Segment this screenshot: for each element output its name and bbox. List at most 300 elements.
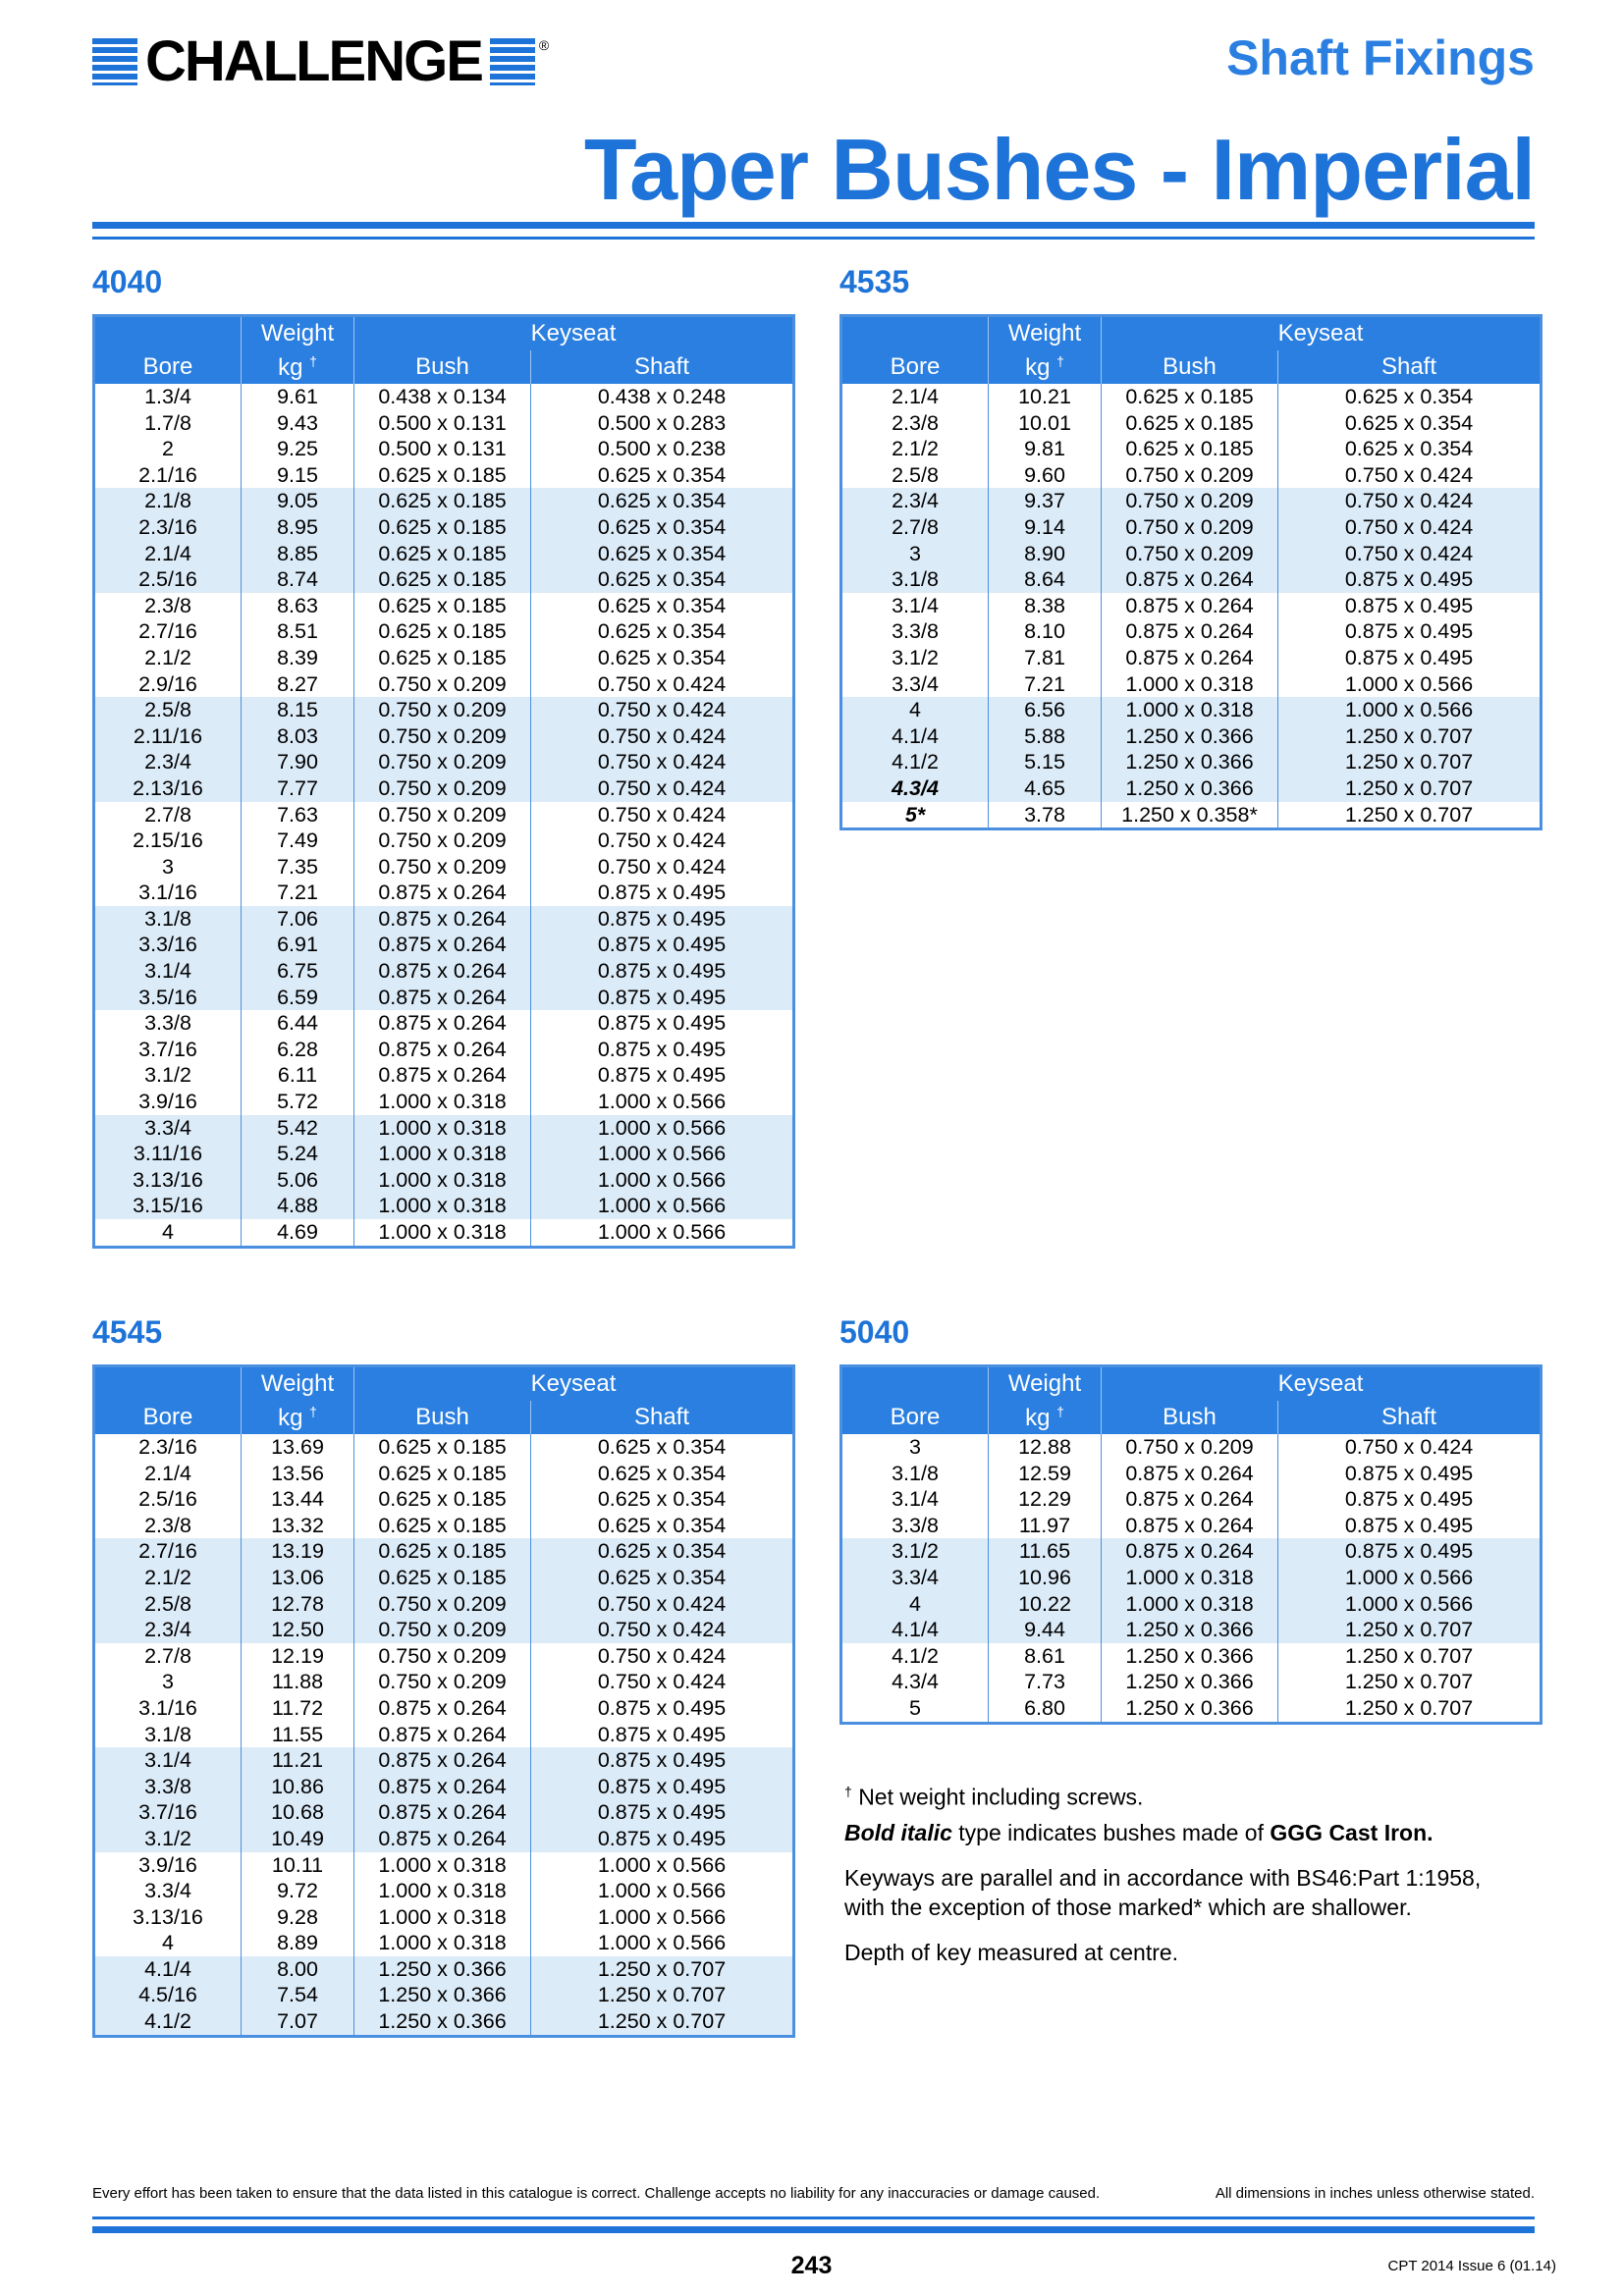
table-row <box>94 1193 794 1219</box>
cell-shaft: 0.750 x 0.424 <box>531 775 794 802</box>
table-body <box>94 384 794 1247</box>
table-row <box>841 593 1542 619</box>
cell-bore: 4.3/4 <box>841 775 989 802</box>
table-row <box>94 671 794 698</box>
cell-bore: 4 <box>162 1220 174 1244</box>
cell-bush: 0.875 x 0.264 <box>354 1799 531 1826</box>
cell-weight: 8.15 <box>242 697 354 723</box>
table-row <box>841 462 1542 489</box>
cell-bush: 0.625 x 0.185 <box>354 1461 531 1487</box>
cell-bush: 1.000 x 0.318 <box>354 1219 531 1247</box>
cell-bush: 1.250 x 0.366 <box>354 2008 531 2036</box>
cell-bush: 0.750 x 0.209 <box>354 749 531 775</box>
keyways-line-1: Keyways are parallel and in accordance with BS46:Part 1:1958, <box>844 1864 1482 1891</box>
cell-weight: 9.44 <box>989 1617 1102 1643</box>
header-bore: Bore <box>841 350 989 384</box>
cell-weight: 6.44 <box>242 1010 354 1037</box>
cell-shaft: 1.000 x 0.566 <box>531 1167 794 1194</box>
cell-bore: 3.3/4 <box>144 1879 191 1903</box>
table-row <box>841 645 1542 671</box>
cell-bush: 1.000 x 0.318 <box>354 1852 531 1879</box>
cell-shaft: 0.625 x 0.354 <box>531 1461 794 1487</box>
cell-bore: 4 <box>841 697 989 723</box>
cell-shaft: 0.750 x 0.424 <box>531 1669 794 1695</box>
table-row <box>94 1982 794 2008</box>
cell-weight: 9.25 <box>242 436 354 462</box>
cell-bore: 3.15/16 <box>94 1193 242 1219</box>
table-row <box>94 906 794 933</box>
table-row <box>841 1486 1542 1513</box>
spec-table <box>92 1364 795 2038</box>
cell-bush: 0.750 x 0.209 <box>354 671 531 698</box>
cell-weight: 8.10 <box>989 618 1102 645</box>
cell-bush: 1.250 x 0.366 <box>1102 1643 1278 1670</box>
cell-shaft: 0.625 x 0.354 <box>531 488 794 514</box>
cell-weight: 10.86 <box>242 1774 354 1800</box>
cell-weight: 13.19 <box>242 1538 354 1565</box>
cell-shaft: 1.250 x 0.707 <box>531 1982 794 2008</box>
cell-bush: 0.750 x 0.209 <box>1102 462 1278 489</box>
cell-shaft: 0.875 x 0.495 <box>531 1774 794 1800</box>
header-bush: Bush <box>1102 350 1278 384</box>
header-empty <box>94 1366 242 1402</box>
cell-shaft: 0.875 x 0.495 <box>531 880 794 906</box>
cell-weight: 10.49 <box>242 1826 354 1852</box>
cell-bush: 0.875 x 0.264 <box>354 932 531 958</box>
cell-bush: 0.875 x 0.264 <box>1102 645 1278 671</box>
cell-bore: 3.1/4 <box>94 958 242 985</box>
cell-bush: 0.750 x 0.209 <box>354 828 531 854</box>
cell-bush: 0.500 x 0.131 <box>354 410 531 437</box>
cell-bush: 0.750 x 0.209 <box>354 1643 531 1670</box>
cell-bush: 0.875 x 0.264 <box>354 1826 531 1852</box>
header-bore: Bore <box>841 1401 989 1434</box>
cell-weight: 12.88 <box>989 1434 1102 1461</box>
cell-weight: 10.96 <box>989 1565 1102 1591</box>
table-row <box>841 488 1542 514</box>
cell-shaft: 0.500 x 0.283 <box>531 410 794 437</box>
cell-weight: 6.80 <box>989 1695 1102 1723</box>
table-block-4535 <box>839 263 1540 830</box>
cell-shaft: 1.250 x 0.707 <box>1278 723 1542 750</box>
table-row <box>94 1565 794 1591</box>
spec-table <box>839 1364 1542 1725</box>
cell-weight: 9.81 <box>989 436 1102 462</box>
cell-shaft: 0.750 x 0.424 <box>531 671 794 698</box>
table-row <box>841 1434 1542 1461</box>
cell-weight: 8.03 <box>242 723 354 750</box>
cell-bush: 0.625 x 0.185 <box>354 1434 531 1461</box>
table-row <box>841 671 1542 698</box>
cell-weight: 8.90 <box>989 541 1102 567</box>
cell-bush: 1.000 x 0.318 <box>354 1115 531 1142</box>
page-title: Taper Bushes - Imperial <box>583 121 1535 218</box>
table-row <box>94 1799 794 1826</box>
header-row-bottom <box>94 350 794 384</box>
cell-bush: 0.875 x 0.264 <box>354 1010 531 1037</box>
cell-weight: 11.88 <box>242 1669 354 1695</box>
cell-bush: 0.875 x 0.264 <box>354 958 531 985</box>
cell-shaft: 0.875 x 0.495 <box>1278 566 1542 593</box>
cell-weight: 8.63 <box>242 593 354 619</box>
cell-bush: 0.875 x 0.264 <box>1102 1538 1278 1565</box>
table-row <box>94 1486 794 1513</box>
cell-weight: 7.90 <box>242 749 354 775</box>
cell-weight: 7.81 <box>989 645 1102 671</box>
cell-bore: 3.1/2 <box>841 1538 989 1565</box>
header-row-bottom <box>841 350 1542 384</box>
cell-bore: 2.11/16 <box>94 723 242 750</box>
cell-bore: 3.1/16 <box>138 1695 197 1720</box>
cell-weight: 8.95 <box>242 514 354 541</box>
cell-bore: 3.5/16 <box>94 985 242 1011</box>
cell-shaft: 0.875 x 0.495 <box>531 1799 794 1826</box>
cell-shaft: 0.750 x 0.424 <box>1278 541 1542 567</box>
cell-bore: 2.5/8 <box>892 462 939 487</box>
cell-bush: 1.000 x 0.318 <box>1102 1591 1278 1618</box>
cell-bore: 2.5/8 <box>94 697 242 723</box>
cell-bore: 3.3/8 <box>892 1513 939 1537</box>
cell-bore: 1.3/4 <box>144 385 191 408</box>
header-weight: Weight <box>989 316 1102 351</box>
cell-bush: 1.250 x 0.366 <box>1102 775 1278 802</box>
cell-bore: 2.7/16 <box>94 1538 242 1565</box>
bold-italic-text: type indicates bushes made of <box>958 1819 1264 1845</box>
cell-weight: 8.39 <box>242 645 354 671</box>
cell-weight: 13.56 <box>242 1461 354 1487</box>
cell-shaft: 0.750 x 0.424 <box>531 697 794 723</box>
brand-logo <box>92 29 550 93</box>
footer-rule-thick <box>92 2226 1535 2233</box>
cell-bush: 0.625 x 0.185 <box>354 488 531 514</box>
table-row <box>841 1513 1542 1539</box>
cell-bore: 2.1/4 <box>144 1461 191 1485</box>
cell-shaft: 0.750 x 0.424 <box>531 854 794 881</box>
cell-bore: 3.3/8 <box>94 1774 242 1800</box>
cell-shaft: 1.000 x 0.566 <box>531 1193 794 1219</box>
issue-code: CPT 2014 Issue 6 (01.14) <box>1387 2258 1556 2274</box>
cell-weight: 5.06 <box>242 1167 354 1194</box>
cell-bore: 2 <box>162 437 174 461</box>
cell-bore: 4.3/4 <box>892 1670 939 1694</box>
cell-bore: 2.13/16 <box>94 775 242 802</box>
cell-bush: 0.625 x 0.185 <box>1102 436 1278 462</box>
cell-bush: 0.625 x 0.185 <box>354 645 531 671</box>
cell-shaft: 0.875 x 0.495 <box>531 1722 794 1748</box>
keyways-line-2: with the exception of those marked* which are shallower. <box>844 1894 1412 1920</box>
cell-bore: 2.5/16 <box>138 1487 197 1512</box>
table-row <box>94 1219 794 1247</box>
cell-shaft: 0.625 x 0.354 <box>531 514 794 541</box>
table-row <box>94 1141 794 1167</box>
cell-weight: 4.65 <box>989 775 1102 802</box>
table-row <box>94 1089 794 1115</box>
cell-shaft: 0.875 x 0.495 <box>531 1826 794 1852</box>
cell-bush: 0.500 x 0.131 <box>354 436 531 462</box>
cell-bush: 0.625 x 0.185 <box>354 566 531 593</box>
table-header <box>841 1366 1542 1435</box>
cell-shaft: 1.250 x 0.707 <box>1278 749 1542 775</box>
table-row <box>94 1904 794 1931</box>
cell-bore: 2.1/2 <box>94 1565 242 1591</box>
cell-bush: 0.625 x 0.185 <box>354 1513 531 1539</box>
cell-shaft: 0.500 x 0.238 <box>531 436 794 462</box>
header-empty <box>841 1366 989 1402</box>
cell-shaft: 0.750 x 0.424 <box>1278 1434 1542 1461</box>
table-row <box>841 749 1542 775</box>
table-row <box>94 1930 794 1956</box>
cell-bore: 2.7/16 <box>138 619 197 644</box>
cell-weight: 6.56 <box>989 697 1102 723</box>
cell-bush: 0.438 x 0.134 <box>354 384 531 410</box>
table-row <box>94 1956 794 1983</box>
cell-bush: 0.625 x 0.185 <box>354 618 531 645</box>
header-row-top <box>94 316 794 351</box>
cell-bore: 3.1/8 <box>841 566 989 593</box>
page-number: 243 <box>790 2252 833 2279</box>
header-bush: Bush <box>354 1401 531 1434</box>
table-body <box>94 1434 794 2036</box>
cell-bush: 1.000 x 0.318 <box>354 1930 531 1956</box>
cell-weight: 9.15 <box>242 462 354 489</box>
note-net-weight <box>844 1777 1551 1812</box>
cell-shaft: 0.625 x 0.354 <box>531 618 794 645</box>
cell-bore: 3.3/16 <box>94 932 242 958</box>
cell-weight: 11.97 <box>989 1513 1102 1539</box>
cell-bush: 0.750 x 0.209 <box>354 802 531 828</box>
cell-shaft: 0.875 x 0.495 <box>531 1010 794 1037</box>
cell-weight: 11.55 <box>242 1722 354 1748</box>
header-keyseat: Keyseat <box>354 1366 794 1402</box>
cell-weight: 9.61 <box>242 384 354 410</box>
cell-bore: 2.1/2 <box>892 437 939 461</box>
table-row <box>841 384 1542 410</box>
header-kg <box>989 1401 1102 1434</box>
note-net-weight-text: Net weight including screws. <box>858 1784 1144 1810</box>
cell-shaft: 1.250 x 0.707 <box>1278 802 1542 829</box>
cell-shaft: 0.625 x 0.354 <box>531 645 794 671</box>
cell-bore: 3.1/8 <box>892 1461 939 1485</box>
table-row <box>841 1538 1542 1565</box>
cell-bore: 3.1/8 <box>94 906 242 933</box>
cell-shaft: 0.750 x 0.424 <box>1278 462 1542 489</box>
cell-shaft: 0.625 x 0.354 <box>531 593 794 619</box>
cell-weight: 6.28 <box>242 1037 354 1063</box>
cell-weight: 9.37 <box>989 488 1102 514</box>
table-block-4040 <box>92 263 792 1249</box>
cell-weight: 7.77 <box>242 775 354 802</box>
table-row <box>841 410 1542 437</box>
table-row <box>94 1062 794 1089</box>
cell-bush: 0.875 x 0.264 <box>354 1037 531 1063</box>
cell-bore: 3.1/8 <box>144 1722 191 1746</box>
cell-bore: 3 <box>841 541 989 567</box>
table-row <box>94 1747 794 1774</box>
table-row <box>94 775 794 802</box>
table-row <box>94 1010 794 1037</box>
cell-shaft: 0.875 x 0.495 <box>531 932 794 958</box>
header-keyseat: Keyseat <box>1102 316 1542 351</box>
cell-shaft: 0.875 x 0.495 <box>1278 1513 1542 1539</box>
registered-mark: ® <box>538 37 550 53</box>
header-row-bottom <box>841 1401 1542 1434</box>
cell-shaft: 0.625 x 0.354 <box>1278 384 1542 410</box>
cell-shaft: 1.000 x 0.566 <box>1278 1591 1542 1618</box>
table-row <box>94 1434 794 1461</box>
cell-shaft: 0.875 x 0.495 <box>531 906 794 933</box>
cell-bush: 1.250 x 0.366 <box>354 1982 531 2008</box>
table-row <box>94 2008 794 2036</box>
cell-shaft: 0.750 x 0.424 <box>531 828 794 854</box>
cell-bore: 2.7/8 <box>841 514 989 541</box>
table-title: 5040 <box>839 1314 910 1350</box>
cell-shaft: 0.875 x 0.495 <box>531 958 794 985</box>
table-body <box>841 1434 1542 1723</box>
cell-weight: 7.21 <box>989 671 1102 698</box>
cell-shaft: 0.750 x 0.424 <box>531 723 794 750</box>
header-kg <box>242 350 354 384</box>
header-rule-thin <box>92 237 1535 240</box>
table-row <box>841 1643 1542 1670</box>
cell-bore: 3.1/16 <box>138 881 197 905</box>
cell-shaft: 0.750 x 0.424 <box>531 1643 794 1670</box>
cell-bore: 5* <box>904 802 926 827</box>
cell-bore: 3.1/2 <box>94 1826 242 1852</box>
dagger-mark: † <box>309 352 317 369</box>
cell-weight: 7.63 <box>242 802 354 828</box>
cell-bush: 0.625 x 0.185 <box>1102 384 1278 410</box>
cell-shaft: 1.000 x 0.566 <box>531 1219 794 1247</box>
cell-bush: 0.875 x 0.264 <box>354 1747 531 1774</box>
table-row <box>94 384 794 410</box>
table-row <box>94 749 794 775</box>
cell-weight: 13.69 <box>242 1434 354 1461</box>
cell-shaft: 1.250 x 0.707 <box>531 1956 794 1983</box>
cell-bush: 0.625 x 0.185 <box>354 462 531 489</box>
cell-weight: 6.91 <box>242 932 354 958</box>
table-row <box>841 1669 1542 1695</box>
note-bold-italic <box>844 1818 1551 1847</box>
cell-bush: 0.750 x 0.209 <box>1102 541 1278 567</box>
cell-shaft: 1.000 x 0.566 <box>531 1141 794 1167</box>
table-body <box>841 384 1542 829</box>
table-row <box>94 985 794 1011</box>
header-bore: Bore <box>94 1401 242 1434</box>
cell-weight: 13.06 <box>242 1565 354 1591</box>
cell-bush: 0.625 x 0.185 <box>354 541 531 567</box>
table-row <box>94 880 794 906</box>
table-row <box>841 723 1542 750</box>
header-row-top <box>94 1366 794 1402</box>
cell-shaft: 0.750 x 0.424 <box>531 802 794 828</box>
cell-bore: 2.3/8 <box>144 593 191 617</box>
cell-weight: 8.64 <box>989 566 1102 593</box>
cell-weight: 8.61 <box>989 1643 1102 1670</box>
spec-table <box>839 314 1542 830</box>
table-row <box>94 593 794 619</box>
cell-shaft: 0.875 x 0.495 <box>531 1062 794 1089</box>
cell-bore: 2.9/16 <box>138 671 197 696</box>
header-row-top <box>841 1366 1542 1402</box>
cell-bush: 1.000 x 0.318 <box>1102 671 1278 698</box>
cell-shaft: 0.625 x 0.354 <box>531 462 794 489</box>
cell-bush: 0.750 x 0.209 <box>1102 1434 1278 1461</box>
cell-weight: 12.29 <box>989 1486 1102 1513</box>
cell-weight: 13.44 <box>242 1486 354 1513</box>
cell-bore: 2.3/16 <box>94 514 242 541</box>
logo-stripes-right-icon <box>490 38 535 85</box>
cell-bore: 3.9/16 <box>138 1852 197 1877</box>
cell-bore: 2.3/16 <box>138 1435 197 1459</box>
cell-shaft: 1.250 x 0.707 <box>1278 1617 1542 1643</box>
cell-bush: 0.625 x 0.185 <box>354 1565 531 1591</box>
cell-bush: 0.875 x 0.264 <box>354 906 531 933</box>
cell-weight: 7.35 <box>242 854 354 881</box>
cell-bore: 2.7/8 <box>144 1643 191 1668</box>
cell-shaft: 0.750 x 0.424 <box>1278 488 1542 514</box>
table-row <box>841 1617 1542 1643</box>
header-shaft: Shaft <box>531 1401 794 1434</box>
table-row <box>94 1115 794 1142</box>
header-bush: Bush <box>1102 1401 1278 1434</box>
cell-shaft: 1.000 x 0.566 <box>1278 697 1542 723</box>
cell-shaft: 0.625 x 0.354 <box>1278 436 1542 462</box>
header-weight: Weight <box>989 1366 1102 1402</box>
cell-bore: 3.3/8 <box>892 619 939 644</box>
cell-weight: 7.07 <box>242 2008 354 2036</box>
cell-bore: 3.7/16 <box>138 1037 197 1061</box>
cell-weight: 7.21 <box>242 880 354 906</box>
table-title: 4535 <box>839 264 910 299</box>
note-keyways <box>844 1863 1551 1922</box>
cell-bush: 1.000 x 0.318 <box>354 1167 531 1194</box>
table-row <box>841 1461 1542 1487</box>
cell-shaft: 0.625 x 0.354 <box>531 1513 794 1539</box>
cell-shaft: 0.750 x 0.424 <box>531 749 794 775</box>
header-kg-text: kg <box>1025 1404 1051 1431</box>
table-row <box>841 566 1542 593</box>
cell-bore: 4.1/2 <box>94 2008 242 2036</box>
table-row <box>94 1722 794 1748</box>
cell-shaft: 1.250 x 0.707 <box>1278 1669 1542 1695</box>
cell-shaft: 1.250 x 0.707 <box>1278 1695 1542 1723</box>
table-header <box>94 1366 794 1435</box>
header-kg <box>242 1401 354 1434</box>
disclaimer: Every effort has been taken to ensure that the data listed in this catalogue is correct. Challenge accepts no liability for any inaccuracies or damage caused. <box>92 2185 1101 2202</box>
cell-weight: 4.88 <box>242 1193 354 1219</box>
table-row <box>94 828 794 854</box>
brand-name: CHALLENGE <box>145 29 482 93</box>
header-keyseat: Keyseat <box>354 316 794 351</box>
spec-table <box>92 314 795 1249</box>
cell-bore: 3 <box>162 854 174 879</box>
cell-shaft: 0.875 x 0.495 <box>1278 593 1542 619</box>
cell-bore: 4.1/2 <box>892 1643 939 1668</box>
cell-shaft: 1.250 x 0.707 <box>1278 1643 1542 1670</box>
header-kg-text: kg <box>1025 353 1051 381</box>
cell-bush: 1.250 x 0.366 <box>1102 749 1278 775</box>
table-row <box>94 436 794 462</box>
table-row <box>94 1826 794 1852</box>
cell-bore: 3.1/4 <box>892 1487 939 1512</box>
cell-shaft: 1.000 x 0.566 <box>531 1904 794 1931</box>
table-row <box>94 1513 794 1539</box>
cell-weight: 8.38 <box>989 593 1102 619</box>
cell-bush: 0.875 x 0.264 <box>1102 1486 1278 1513</box>
cell-bore: 3.1/2 <box>892 645 939 669</box>
cell-shaft: 0.875 x 0.495 <box>531 1747 794 1774</box>
bold-italic-label: Bold italic <box>844 1819 952 1845</box>
